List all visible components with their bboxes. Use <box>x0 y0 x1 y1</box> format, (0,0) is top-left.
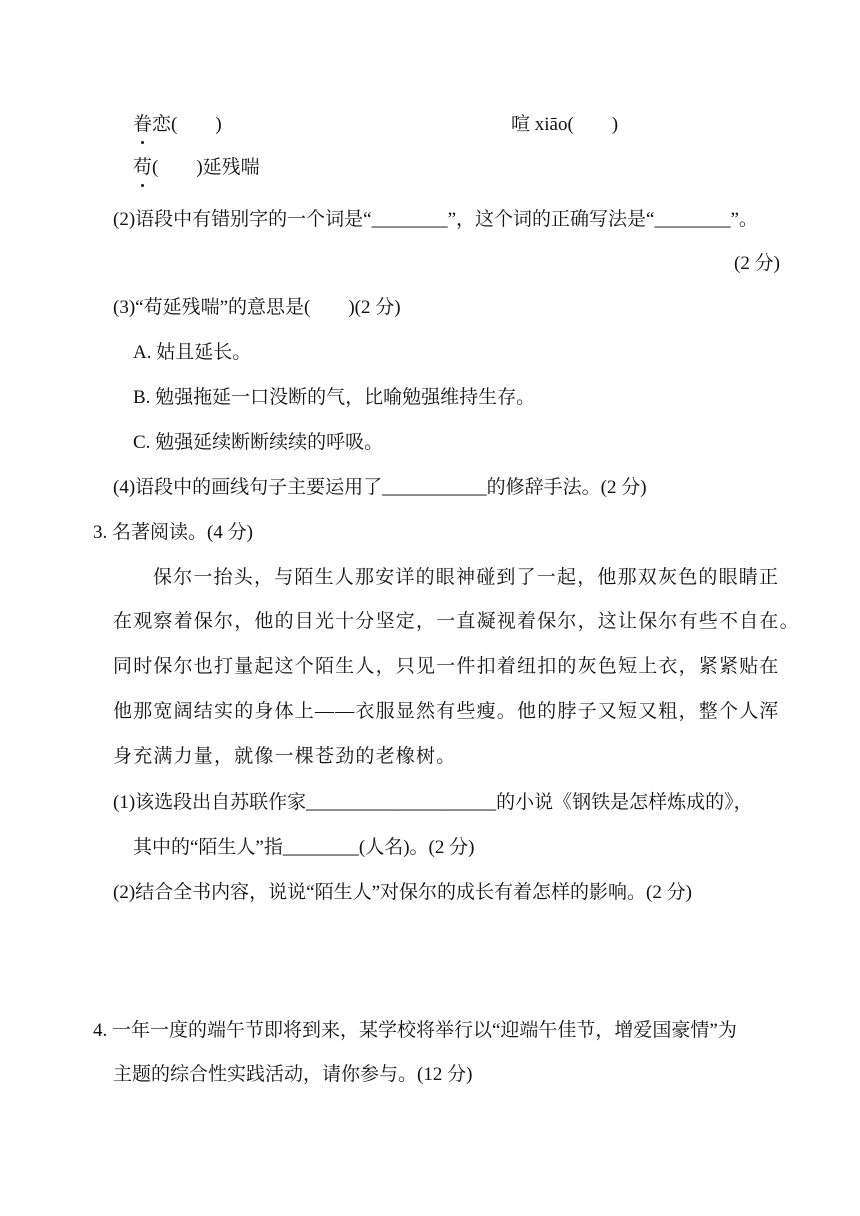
q4-question-cont: 主题的综合性实践活动，请你参与。(12 分) <box>113 1064 473 1085</box>
dotted-char: 眷 <box>133 114 153 135</box>
q3-sub2-question: (2)结合全书内容，说说“陌生人”对保尔的成长有着怎样的影响。(2 分) <box>113 882 692 903</box>
passage-line: 同时保尔也打量起这个陌生人，只见一件扣着纽扣的灰色短上衣，紧紧贴在 <box>113 656 780 677</box>
word-item-xuan: 喧 xiāo( ) <box>511 114 619 135</box>
word-item-text: ( )延残喘 <box>152 157 260 178</box>
passage-line: 在观察着保尔，他的目光十分坚定，一直凝视着保尔，这让保尔有些不自在。 <box>113 611 800 632</box>
q2-sub2-score: (2 分) <box>734 253 780 274</box>
q2-sub3-question: (3)“苟延残喘”的意思是( )(2 分) <box>113 297 401 318</box>
word-item-text: 恋( ) <box>152 114 222 135</box>
option-c: C. 勉强延续断断续续的呼吸。 <box>133 432 384 453</box>
q4-question: 4. 一年一度的端午节即将到来，某学校将举行以“迎端午佳节，增爱国豪情”为 <box>93 1020 737 1041</box>
passage-line: 他那宽阔结实的身体上——衣服显然有些瘦。他的脖子又短又粗，整个人浑 <box>113 701 780 722</box>
dotted-char: 苟 <box>133 157 153 178</box>
passage-line: 保尔一抬头，与陌生人那安详的眼神碰到了一起，他那双灰色的眼睛正 <box>153 567 780 588</box>
option-b: B. 勉强拖延一口没断的气，比喻勉强维持生存。 <box>133 387 536 408</box>
q3-sub1-question-cont: 其中的“陌生人”指________(人名)。(2 分) <box>133 837 475 858</box>
word-item-juanlian <box>133 113 222 137</box>
word-item-gou <box>133 156 260 180</box>
q3-heading: 3. 名著阅读。(4 分) <box>93 522 253 543</box>
q2-sub2-question: (2)语段中有错别字的一个词是“________”，这个词的正确写法是“________”。 <box>113 209 758 230</box>
passage-line: 身充满力量，就像一棵苍劲的老橡树。 <box>113 746 457 767</box>
option-a: A. 姑且延长。 <box>133 342 252 363</box>
q2-sub4-question: (4)语段中的画线句子主要运用了___________的修辞手法。(2 分) <box>113 477 647 498</box>
q3-sub1-question: (1)该选段出自苏联作家____________________的小说《钢铁是怎样炼成的》， <box>113 792 753 813</box>
